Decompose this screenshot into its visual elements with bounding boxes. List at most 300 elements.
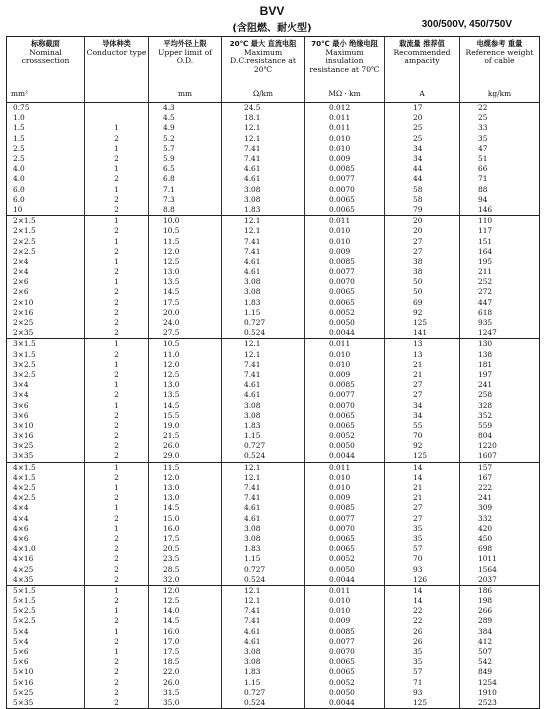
cell-conductor-type: 1: [85, 380, 149, 390]
cell-cross-section: 3×1.5: [13, 349, 36, 359]
cell-insulation-resistance: 0.009: [305, 493, 385, 503]
cell-dc-resistance: 12.1: [222, 216, 305, 227]
cell-weight: 198: [460, 596, 540, 606]
cell-od: 15.5: [149, 411, 222, 421]
cell-ampacity: 125: [385, 318, 460, 328]
row-group: [7, 462, 540, 585]
cell-cross-section: 4×2.5: [13, 493, 36, 503]
cell-weight: 186: [460, 585, 540, 596]
cell-cross-section: 2×1.5: [13, 216, 36, 226]
cell-cross-section: 3×4: [13, 380, 29, 390]
cell-conductor-type: 2: [85, 534, 149, 544]
cell-insulation-resistance: 0.010: [305, 606, 385, 616]
cell-conductor-type: 2: [85, 390, 149, 400]
cell-ampacity: 17: [385, 103, 460, 114]
cell-dc-resistance: 7.41: [222, 154, 305, 164]
cell-insulation-resistance: 0.0052: [305, 554, 385, 564]
cell-cross-section: 2×4: [13, 267, 29, 277]
cell-cross-section: 2×6: [13, 287, 29, 297]
cell-od: 20.5: [149, 544, 222, 554]
cell-weight: 51: [460, 154, 540, 164]
cell-dc-resistance: 7.41: [222, 144, 305, 154]
cell-cross-section: 2×10: [13, 297, 34, 307]
cell-insulation-resistance: 0.012: [305, 103, 385, 114]
cell-od: 17.5: [149, 647, 222, 657]
cell-dc-resistance: 24.5: [222, 103, 305, 114]
table-row: [7, 606, 540, 616]
cell-od: 5.9: [149, 154, 222, 164]
cell-dc-resistance: 7.41: [222, 247, 305, 257]
cell-conductor-type: 1: [85, 339, 149, 350]
cell-ampacity: 69: [385, 298, 460, 308]
cell-conductor-type: 2: [85, 318, 149, 328]
cell-ampacity: 93: [385, 564, 460, 574]
cell-conductor-type: 2: [85, 616, 149, 626]
cell-dc-resistance: 3.08: [222, 524, 305, 534]
cell-dc-resistance: 0.524: [222, 328, 305, 339]
cell-dc-resistance: 3.08: [222, 657, 305, 667]
cell-conductor-type: 2: [85, 174, 149, 184]
cell-conductor-type: 1: [85, 585, 149, 596]
cell-insulation-resistance: 0.0050: [305, 564, 385, 574]
cell-od: 7.3: [149, 195, 222, 205]
cell-weight: 222: [460, 483, 540, 493]
table-row: [7, 154, 540, 164]
cell-insulation-resistance: 0.009: [305, 616, 385, 626]
cell-dc-resistance: 1.15: [222, 678, 305, 688]
cell-insulation-resistance: 0.011: [305, 216, 385, 227]
table-row: [7, 678, 540, 688]
cell-conductor-type: 2: [85, 134, 149, 144]
cell-od: 23.5: [149, 554, 222, 564]
cell-od: 35.0: [149, 698, 222, 709]
cell-dc-resistance: 12.1: [222, 585, 305, 596]
cell-ampacity: 27: [385, 390, 460, 400]
page-title: BVV: [259, 4, 285, 18]
cell-ampacity: 14: [385, 473, 460, 483]
cell-ampacity: 38: [385, 267, 460, 277]
table-row: [7, 411, 540, 421]
cell-insulation-resistance: 0.011: [305, 462, 385, 473]
cable-spec-table: [6, 36, 540, 709]
table-row: [7, 431, 540, 441]
cell-conductor-type: 2: [85, 451, 149, 462]
cell-conductor-type: 1: [85, 503, 149, 513]
cell-od: 13.0: [149, 267, 222, 277]
header-row: [7, 37, 540, 103]
table-row: [7, 339, 540, 350]
cell-weight: 241: [460, 380, 540, 390]
cell-od: 7.1: [149, 185, 222, 195]
cell-cross-section: 3×6: [13, 400, 29, 410]
cell-cross-section: 3×2.5: [13, 359, 36, 369]
cell-ampacity: 35: [385, 657, 460, 667]
cell-weight: 272: [460, 287, 540, 297]
table-row: [7, 134, 540, 144]
cell-conductor-type: 2: [85, 698, 149, 709]
cell-ampacity: 22: [385, 606, 460, 616]
cell-dc-resistance: 0.524: [222, 451, 305, 462]
cell-dc-resistance: 4.61: [222, 503, 305, 513]
cell-od: 13.0: [149, 483, 222, 493]
cell-weight: 384: [460, 627, 540, 637]
cell-insulation-resistance: 0.0070: [305, 400, 385, 410]
cell-cross-section: 5×25: [13, 687, 34, 697]
cell-od: 32.0: [149, 575, 222, 586]
cell-ampacity: 27: [385, 503, 460, 513]
cell-cross-section: 4×6: [13, 523, 29, 533]
cell-conductor-type: 2: [85, 473, 149, 483]
table-row: [7, 544, 540, 554]
cell-ampacity: 14: [385, 596, 460, 606]
cell-od: 5.7: [149, 144, 222, 154]
cell-weight: 1254: [460, 678, 540, 688]
cell-weight: 1011: [460, 554, 540, 564]
cell-ampacity: 22: [385, 616, 460, 626]
table-row: [7, 637, 540, 647]
cell-cross-section: 4×6: [13, 533, 29, 543]
table-row: [7, 616, 540, 626]
cell-weight: 22: [460, 103, 540, 114]
cell-conductor-type: 2: [85, 667, 149, 677]
cell-ampacity: 35: [385, 647, 460, 657]
cell-weight: 211: [460, 267, 540, 277]
cell-insulation-resistance: 0.0070: [305, 277, 385, 287]
cell-cross-section: 4×1.5: [13, 472, 36, 482]
cell-od: 12.0: [149, 585, 222, 596]
cell-weight: 94: [460, 195, 540, 205]
table-row: [7, 205, 540, 216]
cell-od: 8.8: [149, 205, 222, 216]
cell-insulation-resistance: 0.0065: [305, 205, 385, 216]
cell-dc-resistance: 1.15: [222, 431, 305, 441]
header-insulation-resistance: 70℃ 最小 绝缘电阻 Maximum insulation resistance at 70℃ MΩ · km: [305, 37, 385, 103]
table-row: [7, 103, 540, 114]
cell-conductor-type: 1: [85, 400, 149, 410]
cell-cross-section: 5×1.5: [13, 596, 36, 606]
cell-od: 22.0: [149, 667, 222, 677]
cell-insulation-resistance: 0.0044: [305, 698, 385, 709]
cell-ampacity: 38: [385, 257, 460, 267]
row-group: [7, 585, 540, 708]
cell-dc-resistance: 0.524: [222, 575, 305, 586]
table-row: [7, 390, 540, 400]
cell-od: 10.0: [149, 216, 222, 227]
cell-dc-resistance: 3.08: [222, 400, 305, 410]
cell-conductor-type: 2: [85, 441, 149, 451]
cell-ampacity: 70: [385, 431, 460, 441]
table-row: [7, 514, 540, 524]
cell-conductor-type: 2: [85, 195, 149, 205]
table-row: [7, 144, 540, 154]
cell-od: 14.5: [149, 616, 222, 626]
cell-od: 12.5: [149, 596, 222, 606]
cell-dc-resistance: 3.08: [222, 195, 305, 205]
cell-insulation-resistance: 0.010: [305, 360, 385, 370]
table-row: [7, 451, 540, 462]
cell-od: 12.0: [149, 360, 222, 370]
cell-ampacity: 35: [385, 524, 460, 534]
cell-od: 19.0: [149, 421, 222, 431]
cell-insulation-resistance: 0.010: [305, 134, 385, 144]
cell-dc-resistance: 4.61: [222, 164, 305, 174]
cell-insulation-resistance: 0.0065: [305, 657, 385, 667]
table-row: [7, 257, 540, 267]
cell-weight: 352: [460, 411, 540, 421]
header-upper-limit-od: 平均外径上限 Upper limit of O.D. mm: [149, 37, 222, 103]
cell-conductor-type: 2: [85, 411, 149, 421]
cell-conductor-type: 2: [85, 596, 149, 606]
cell-ampacity: 79: [385, 205, 460, 216]
cell-ampacity: 21: [385, 483, 460, 493]
cell-conductor-type: 1: [85, 627, 149, 637]
cell-ampacity: 92: [385, 441, 460, 451]
table-row: [7, 164, 540, 174]
cell-dc-resistance: 1.83: [222, 298, 305, 308]
cell-conductor-type: 2: [85, 514, 149, 524]
cell-dc-resistance: 12.1: [222, 123, 305, 133]
cell-insulation-resistance: 0.009: [305, 154, 385, 164]
cell-conductor-type: 2: [85, 544, 149, 554]
cell-od: 16.0: [149, 524, 222, 534]
cell-weight: 138: [460, 350, 540, 360]
cell-cross-section: 5×1.5: [13, 585, 36, 595]
cell-weight: 151: [460, 236, 540, 246]
cell-od: 15.0: [149, 514, 222, 524]
cell-conductor-type: 2: [85, 554, 149, 564]
cell-insulation-resistance: 0.0065: [305, 421, 385, 431]
cell-cross-section: 2×16: [13, 307, 34, 317]
cell-cross-section: 5×6: [13, 657, 29, 667]
cell-od: 29.0: [149, 451, 222, 462]
cell-ampacity: 26: [385, 637, 460, 647]
cell-weight: 66: [460, 164, 540, 174]
cell-insulation-resistance: 0.0050: [305, 441, 385, 451]
cell-insulation-resistance: 0.0050: [305, 318, 385, 328]
cell-conductor-type: 1: [85, 277, 149, 287]
cell-dc-resistance: 7.41: [222, 360, 305, 370]
cell-weight: 618: [460, 308, 540, 318]
cell-dc-resistance: 0.727: [222, 688, 305, 698]
cell-weight: 88: [460, 185, 540, 195]
cell-conductor-type: 1: [85, 216, 149, 227]
cell-od: 4.5: [149, 113, 222, 123]
cell-cross-section: 4×4: [13, 513, 29, 523]
cell-cross-section: 6.0: [13, 184, 25, 194]
cell-dc-resistance: 1.83: [222, 544, 305, 554]
cell-weight: 266: [460, 606, 540, 616]
cell-cross-section: 3×10: [13, 420, 34, 430]
cell-dc-resistance: 12.1: [222, 339, 305, 350]
cell-insulation-resistance: 0.0070: [305, 647, 385, 657]
cell-conductor-type: 2: [85, 564, 149, 574]
cell-dc-resistance: 4.61: [222, 267, 305, 277]
cell-dc-resistance: 0.727: [222, 564, 305, 574]
cell-weight: 146: [460, 205, 540, 216]
cell-ampacity: 93: [385, 688, 460, 698]
cell-conductor-type: 2: [85, 431, 149, 441]
cell-cross-section: 5×10: [13, 667, 34, 677]
cell-dc-resistance: 1.83: [222, 667, 305, 677]
cell-insulation-resistance: 0.0077: [305, 514, 385, 524]
cell-cross-section: 4×25: [13, 564, 34, 574]
cell-weight: 258: [460, 390, 540, 400]
cell-dc-resistance: 7.41: [222, 236, 305, 246]
cell-cross-section: 2×2.5: [13, 246, 36, 256]
cell-weight: 47: [460, 144, 540, 154]
cell-cross-section: 4.0: [13, 174, 25, 184]
cell-ampacity: 126: [385, 575, 460, 586]
cell-insulation-resistance: 0.0065: [305, 298, 385, 308]
cell-cross-section: 5×16: [13, 677, 34, 687]
cell-insulation-resistance: 0.0077: [305, 174, 385, 184]
cell-ampacity: 14: [385, 462, 460, 473]
cell-cross-section: 6.0: [13, 194, 25, 204]
cell-ampacity: 14: [385, 585, 460, 596]
cell-cross-section: 4×1.0: [13, 544, 36, 554]
cell-weight: 252: [460, 277, 540, 287]
cell-insulation-resistance: 0.0065: [305, 534, 385, 544]
cell-od: 12.5: [149, 257, 222, 267]
cell-insulation-resistance: 0.0085: [305, 257, 385, 267]
cell-ampacity: 44: [385, 174, 460, 184]
cell-weight: 412: [460, 637, 540, 647]
cell-cross-section: 3×16: [13, 431, 34, 441]
table-row: [7, 277, 540, 287]
cell-weight: 289: [460, 616, 540, 626]
cell-cross-section: 5×35: [13, 697, 34, 707]
cell-ampacity: 58: [385, 185, 460, 195]
cell-cross-section: 0.75: [13, 103, 30, 113]
cell-od: 6.8: [149, 174, 222, 184]
cell-ampacity: 34: [385, 144, 460, 154]
table-row: [7, 627, 540, 637]
cell-weight: 507: [460, 647, 540, 657]
cell-ampacity: 21: [385, 370, 460, 380]
cell-cross-section: 5×2.5: [13, 616, 36, 626]
header-nominal-cross-section: 标称截面 Nominal crosssection mm²: [7, 37, 85, 103]
cell-weight: 2523: [460, 698, 540, 709]
cell-insulation-resistance: 0.0077: [305, 267, 385, 277]
cell-conductor-type: 1: [85, 483, 149, 493]
cell-cross-section: 4.0: [13, 164, 25, 174]
table-row: [7, 174, 540, 184]
table-row: [7, 483, 540, 493]
table-row: [7, 216, 540, 227]
cell-dc-resistance: 12.1: [222, 350, 305, 360]
table-row: [7, 524, 540, 534]
cell-od: 16.0: [149, 627, 222, 637]
cell-insulation-resistance: 0.011: [305, 113, 385, 123]
cell-insulation-resistance: 0.0065: [305, 411, 385, 421]
cell-dc-resistance: 3.08: [222, 185, 305, 195]
cell-insulation-resistance: 0.0044: [305, 575, 385, 586]
cell-weight: 2037: [460, 575, 540, 586]
cell-insulation-resistance: 0.0085: [305, 627, 385, 637]
cell-ampacity: 70: [385, 554, 460, 564]
cell-cross-section: 3×4: [13, 390, 29, 400]
cell-cross-section: 4×2.5: [13, 483, 36, 493]
cell-od: 4.3: [149, 103, 222, 114]
cell-cross-section: 4×1.5: [13, 462, 36, 472]
cell-cross-section: 1.5: [13, 123, 25, 133]
cell-weight: 195: [460, 257, 540, 267]
cell-od: 17.0: [149, 637, 222, 647]
cell-weight: 1910: [460, 688, 540, 698]
cell-dc-resistance: 7.41: [222, 616, 305, 626]
row-group: [7, 216, 540, 339]
cell-conductor-type: [85, 113, 149, 123]
cell-insulation-resistance: 0.009: [305, 247, 385, 257]
cell-ampacity: 92: [385, 308, 460, 318]
cell-conductor-type: 2: [85, 226, 149, 236]
cell-insulation-resistance: 0.0070: [305, 524, 385, 534]
cell-od: 13.5: [149, 390, 222, 400]
cell-dc-resistance: 1.83: [222, 205, 305, 216]
cell-od: 13.0: [149, 493, 222, 503]
cell-conductor-type: 2: [85, 308, 149, 318]
cell-ampacity: 55: [385, 421, 460, 431]
cell-dc-resistance: 7.41: [222, 493, 305, 503]
cell-weight: 447: [460, 298, 540, 308]
cell-conductor-type: 2: [85, 298, 149, 308]
table-row: [7, 575, 540, 586]
cell-insulation-resistance: 0.0052: [305, 678, 385, 688]
cell-insulation-resistance: 0.0077: [305, 390, 385, 400]
cell-weight: 804: [460, 431, 540, 441]
cell-ampacity: 25: [385, 123, 460, 133]
cell-od: 12.0: [149, 473, 222, 483]
cell-cross-section: 3×2.5: [13, 369, 36, 379]
cell-od: 10.5: [149, 339, 222, 350]
cell-dc-resistance: 1.15: [222, 554, 305, 564]
table-row: [7, 441, 540, 451]
cell-cross-section: 2×1.5: [13, 226, 36, 236]
table-row: [7, 370, 540, 380]
cell-insulation-resistance: 0.0065: [305, 195, 385, 205]
cell-weight: 1247: [460, 328, 540, 339]
cell-dc-resistance: 7.41: [222, 483, 305, 493]
cell-dc-resistance: 7.41: [222, 606, 305, 616]
table-row: [7, 328, 540, 339]
table-row: [7, 493, 540, 503]
cell-ampacity: 25: [385, 134, 460, 144]
cell-ampacity: 20: [385, 226, 460, 236]
table-row: [7, 360, 540, 370]
cell-cross-section: 3×25: [13, 441, 34, 451]
cell-od: 27.5: [149, 328, 222, 339]
cell-conductor-type: 1: [85, 123, 149, 133]
cell-dc-resistance: 4.61: [222, 390, 305, 400]
cell-od: 14.0: [149, 606, 222, 616]
cell-ampacity: 34: [385, 154, 460, 164]
table-row: [7, 503, 540, 513]
cell-insulation-resistance: 0.011: [305, 585, 385, 596]
cell-weight: 117: [460, 226, 540, 236]
cell-insulation-resistance: 0.010: [305, 350, 385, 360]
cell-conductor-type: 1: [85, 185, 149, 195]
table-row: [7, 287, 540, 297]
cell-dc-resistance: 3.08: [222, 277, 305, 287]
cell-cross-section: 1.0: [13, 113, 25, 123]
cell-insulation-resistance: 0.010: [305, 596, 385, 606]
cell-od: 28.5: [149, 564, 222, 574]
cell-dc-resistance: 1.15: [222, 308, 305, 318]
cell-ampacity: 34: [385, 411, 460, 421]
cell-conductor-type: 2: [85, 575, 149, 586]
cell-weight: 157: [460, 462, 540, 473]
cell-ampacity: 50: [385, 287, 460, 297]
